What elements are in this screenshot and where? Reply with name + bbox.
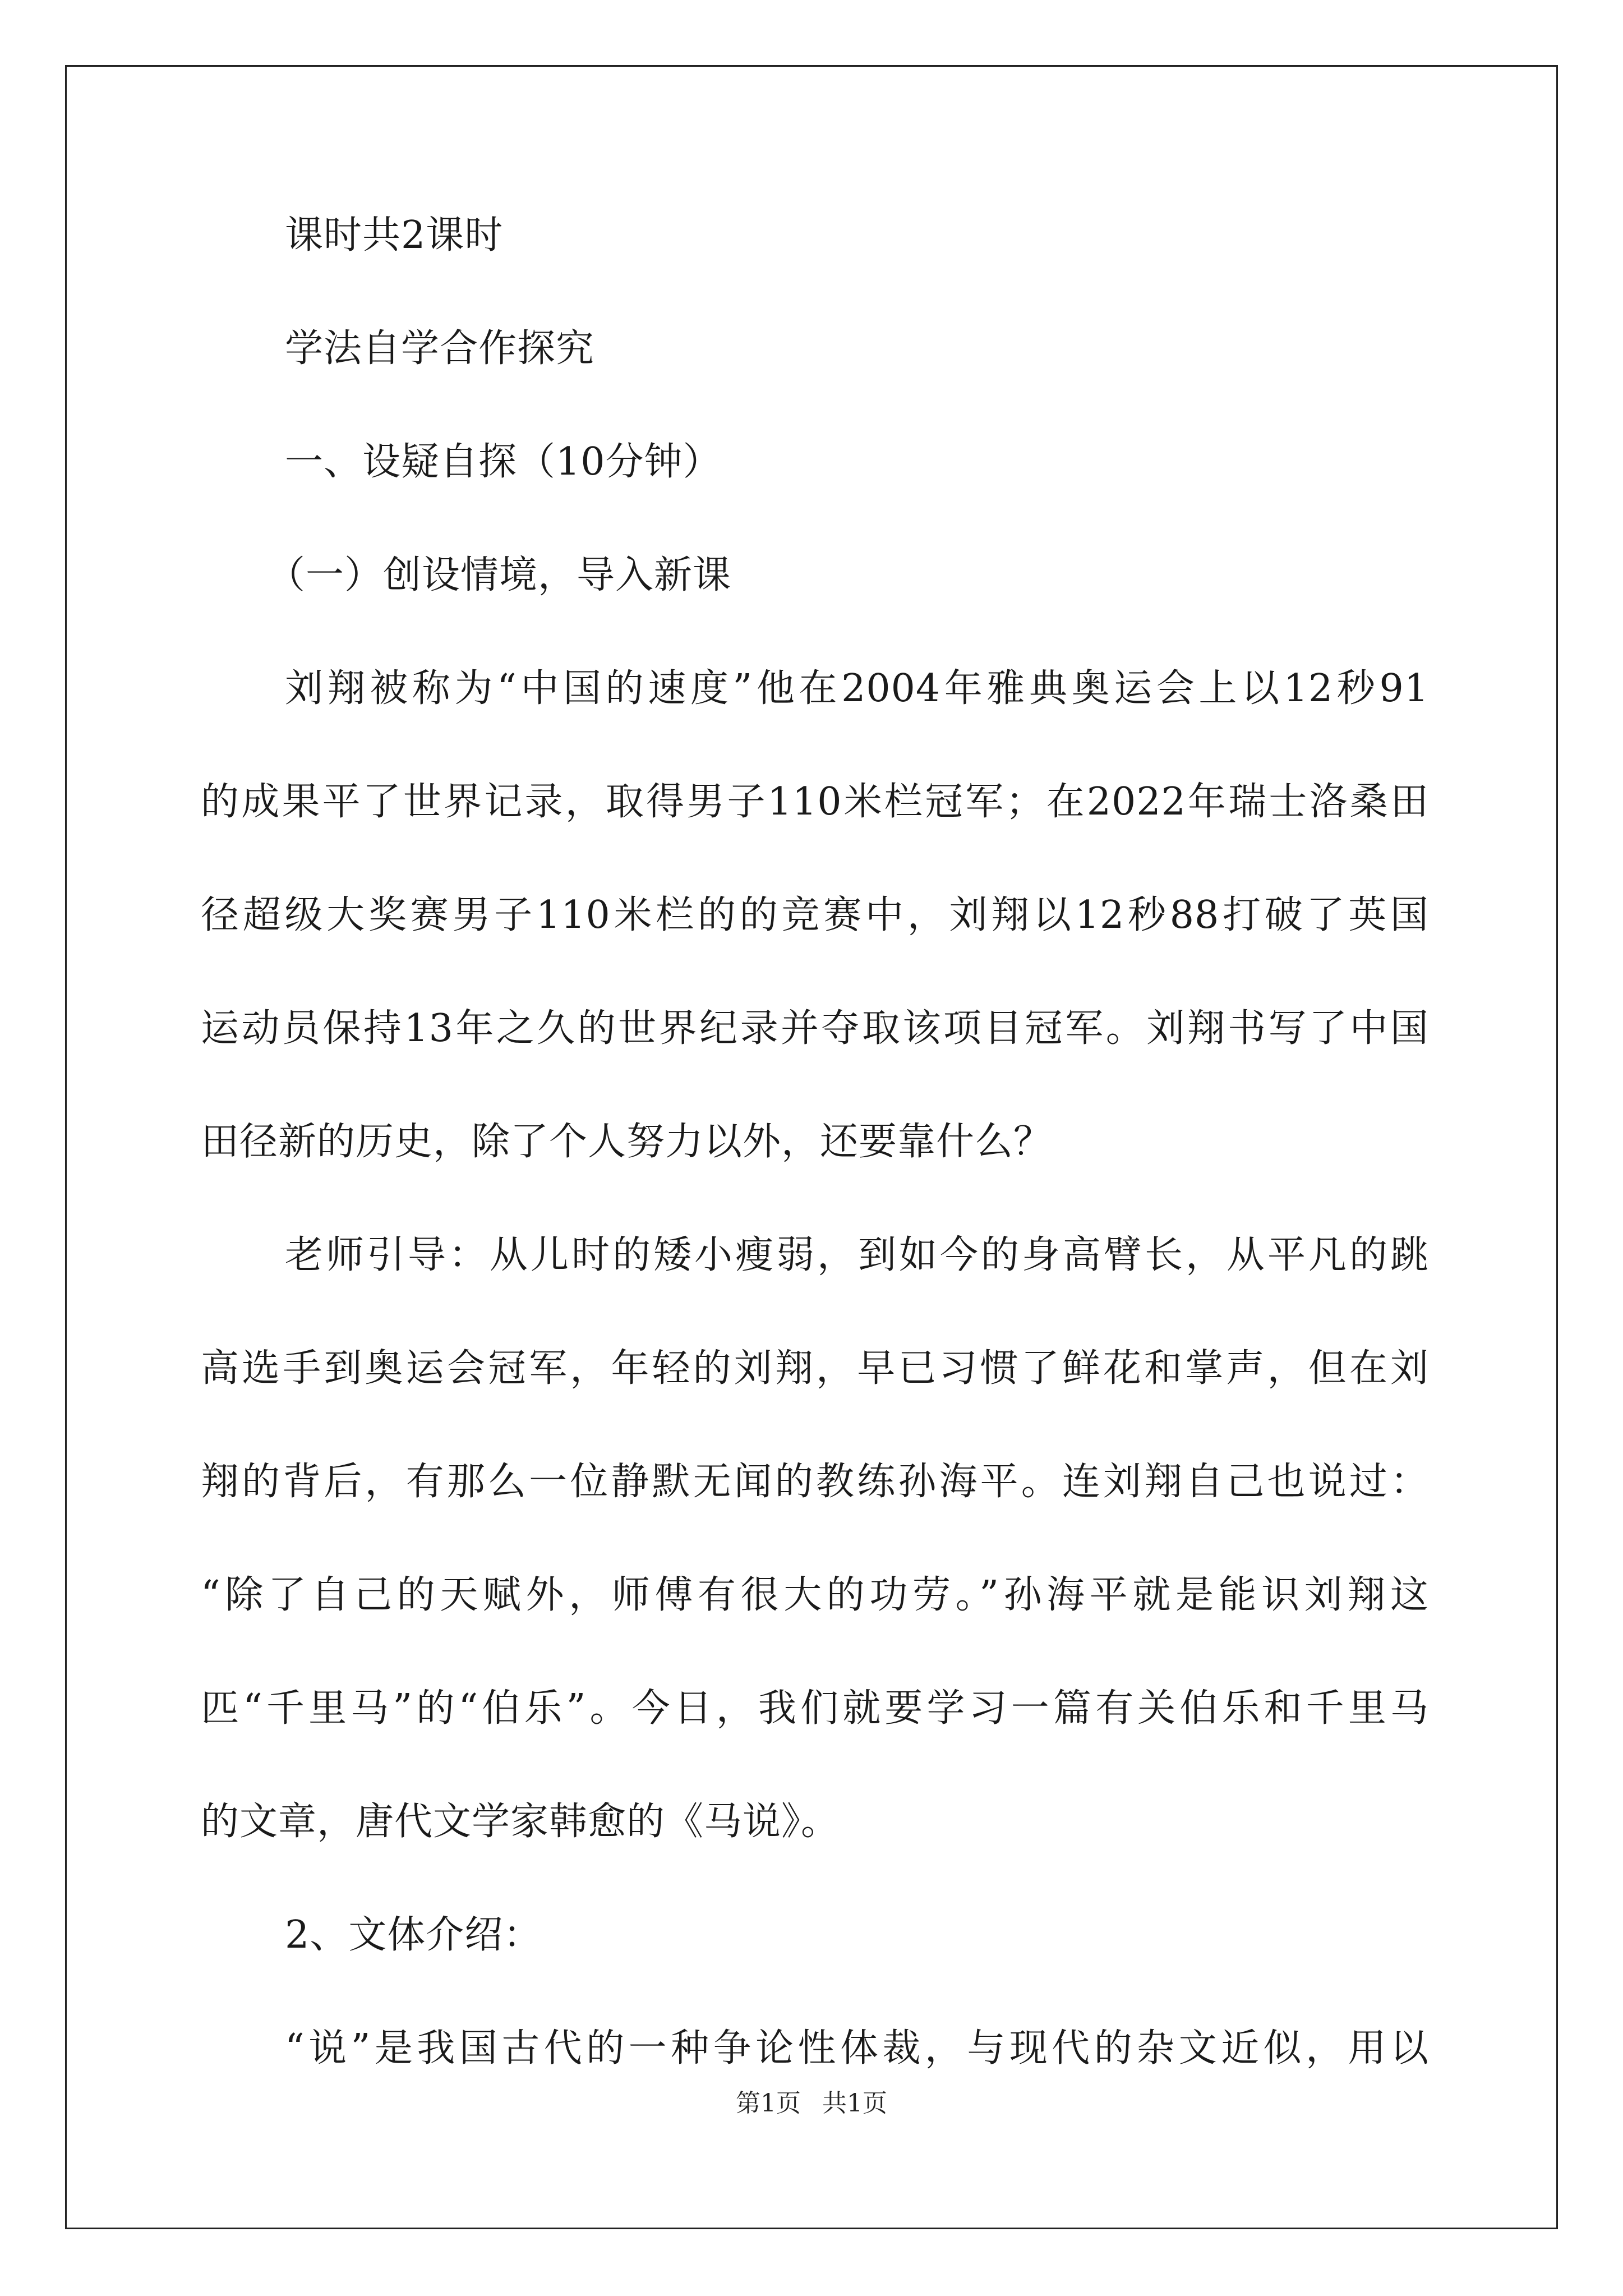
lesson-hours-line: 课时共2课时 [285, 213, 504, 257]
paragraph-3-line-1: “说”是我国古代的一种争论性体裁，与现代的杂文近似，用以 [285, 2026, 1429, 2070]
paragraph-1-line-3: 径超级大奖赛男子110米栏的的竞赛中，刘翔以12秒88打破了英国 [201, 893, 1429, 937]
paragraph-2-line-2: 高选手到奥运会冠军，年轻的刘翔，早已习惯了鲜花和掌声，但在刘 [201, 1346, 1429, 1391]
paragraph-1-line-1: 刘翔被称为“中国的速度”他在2004年雅典奥运会上以12秒91 [285, 666, 1429, 711]
paragraph-2-line-3: 翔的背后，有那么一位静默无闻的教练孙海平。连刘翔自己也说过： [201, 1460, 1429, 1504]
section-heading-2: 2、文体介绍： [285, 1913, 542, 1957]
page-total: 共1页 [822, 2089, 887, 2118]
paragraph-2-line-5: 匹“千里马”的“伯乐”。今日，我们就要学习一篇有关伯乐和千里马 [201, 1686, 1429, 1731]
paragraph-1-line-4: 运动员保持13年之久的世界纪录并夺取该项目冠军。刘翔书写了中国 [201, 1006, 1429, 1051]
paragraph-2-line-4: “除了自己的天赋外，师傅有很大的功劳。”孙海平就是能识刘翔这 [201, 1573, 1429, 1617]
paragraph-2-line-1: 老师引导：从儿时的矮小瘦弱，到如今的身高臂长，从平凡的跳 [285, 1233, 1429, 1277]
paragraph-1-line-2: 的成果平了世界记录，取得男子110米栏冠军；在2022年瑞士洛桑田 [201, 780, 1429, 824]
subsection-heading-1: （一）创设情境，导入新课 [267, 553, 732, 597]
page-footer [0, 2088, 1623, 2119]
study-method-line: 学法自学合作探究 [285, 326, 595, 371]
paragraph-1-line-5: 田径新的历史，除了个人努力以外，还要靠什么？ [201, 1120, 1053, 1164]
page-number: 第1页 [736, 2089, 801, 2118]
paragraph-2-line-6: 的文章，唐代文学家韩愈的《马说》。 [201, 1800, 840, 1844]
section-heading-1: 一、设疑自探（10分钟） [285, 440, 722, 484]
